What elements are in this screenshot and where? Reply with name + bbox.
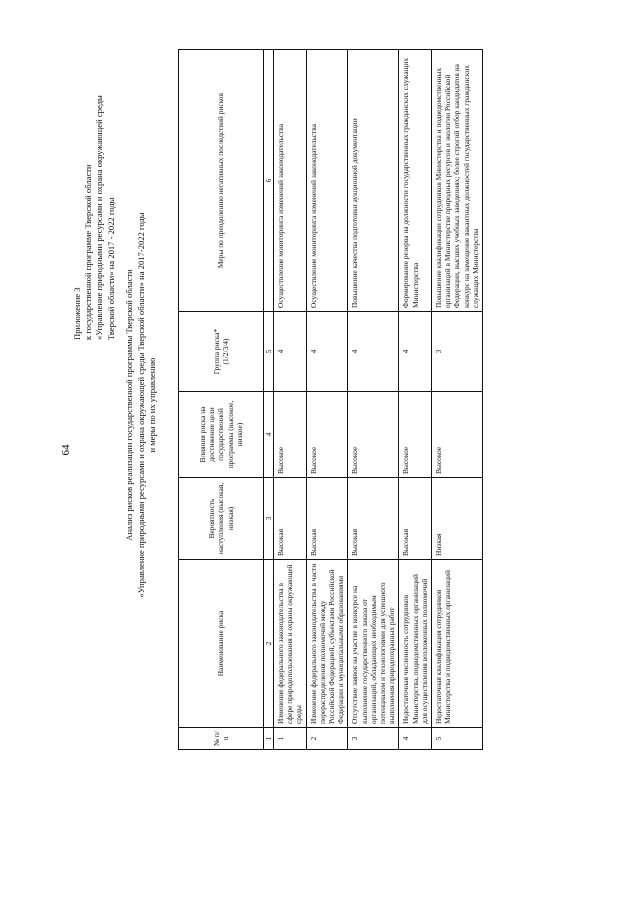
risk-group: 4 (274, 312, 307, 392)
table-row (432, 50, 483, 750)
measures: Формирование резерва на должности государственных гражданских служащих Министерства (399, 50, 432, 312)
probability: Низкая (432, 478, 483, 560)
row-number: 4 (399, 728, 432, 750)
probability: Высокая (399, 478, 432, 560)
probability: Высокая (274, 478, 307, 560)
risk-group: 4 (399, 312, 432, 392)
appendix-line: к государственной программе Тверской области (83, 164, 94, 340)
measures: Осуществление мониторинга изменений законодательства (274, 50, 307, 312)
column-number: 3 (264, 478, 274, 560)
column-number-row (264, 50, 274, 750)
page-number: 64 (60, 444, 72, 456)
header-cell-measures: Меры по преодолению негативных последствий рисков (179, 50, 264, 312)
column-number: 4 (264, 392, 274, 478)
header-cell-number: № п/п (179, 728, 264, 750)
risk-name: Отсутствие заявок на участие в конкурсе на выполнение государственного заказа от организаций, обладающих необходимым потенциалом и технологиями для успешного выполнения природоохранных работ (348, 560, 399, 728)
column-number: 5 (264, 312, 274, 392)
impact: Высокое (432, 392, 483, 478)
impact: Высокое (399, 392, 432, 478)
appendix-header (72, 95, 117, 340)
impact: Высокое (274, 392, 307, 478)
header-cell-group: Группа риска* (1/2/3/4) (179, 312, 264, 392)
risk-name: Недостаточная численность сотрудников Министерства, подведомственных организаций для осуществления возложенных полномочий (399, 560, 432, 728)
header-cell-probability: Вероятность наступления (высокая, низкая) (179, 478, 264, 560)
title-line: и меры по их управлению (147, 357, 158, 453)
measures: Повышение качества подготовки аукционной документации (348, 50, 399, 312)
title-line: Анализ рисков реализации государственной программы Тверской области (124, 269, 134, 541)
row-number: 1 (274, 728, 307, 750)
table-row (399, 50, 432, 750)
impact: Высокое (348, 392, 399, 478)
impact: Высокое (306, 392, 348, 478)
row-number: 2 (306, 728, 348, 750)
appendix-line: «Управление природными ресурсами и охрана окружающей среды (94, 95, 105, 340)
probability: Высокая (306, 478, 348, 560)
risk-group: 4 (306, 312, 348, 392)
table-row (274, 50, 307, 750)
column-number: 1 (264, 728, 274, 750)
risk-name: Изменение федерального законодательства в части перераспределения полномочий между Российской Федерацией, субъектами Российской Федерации и муниципальными образованиями (306, 560, 348, 728)
measures: Осуществление мониторинга изменений законодательства (306, 50, 348, 312)
appendix-line: Тверской области» на 2017 - 2022 годы (105, 197, 116, 340)
table-header-row (179, 50, 264, 750)
column-number: 6 (264, 50, 274, 312)
title-line: «Управление природными ресурсами и охрана окружающей среды Тверской области» на 2017-2022 годы (135, 212, 146, 598)
risk-table (178, 49, 483, 750)
risk-group: 3 (432, 312, 483, 392)
risk-name: Недостаточная квалификация сотрудников Министерства и подведомственных организаций (432, 560, 483, 728)
row-number: 5 (432, 728, 483, 750)
column-number: 2 (264, 560, 274, 728)
appendix-line: Приложение 3 (72, 287, 82, 340)
row-number: 3 (348, 728, 399, 750)
table-row (348, 50, 399, 750)
header-cell-risk-name: Наименование риска (179, 560, 264, 728)
probability: Высокая (348, 478, 399, 560)
risk-group: 4 (348, 312, 399, 392)
risk-name: Изменение федерального законодательства в сфере природопользования и охраны окружающей среды (274, 560, 307, 728)
table-row (306, 50, 348, 750)
document-title (124, 105, 159, 705)
header-cell-impact: Влияния риска на достижение цели государственной программы (высокое, низкое) (179, 392, 264, 478)
measures: Повышение квалификации сотрудников Министерства и подведомственных организаций в Министерстве природных ресурсов и экологии Российской Федерации, высших учебных заведениях; более строгий отбор кандидатов на конкурс на замещение вакантных должностей государственных гражданских служащих Министерства (432, 50, 483, 312)
